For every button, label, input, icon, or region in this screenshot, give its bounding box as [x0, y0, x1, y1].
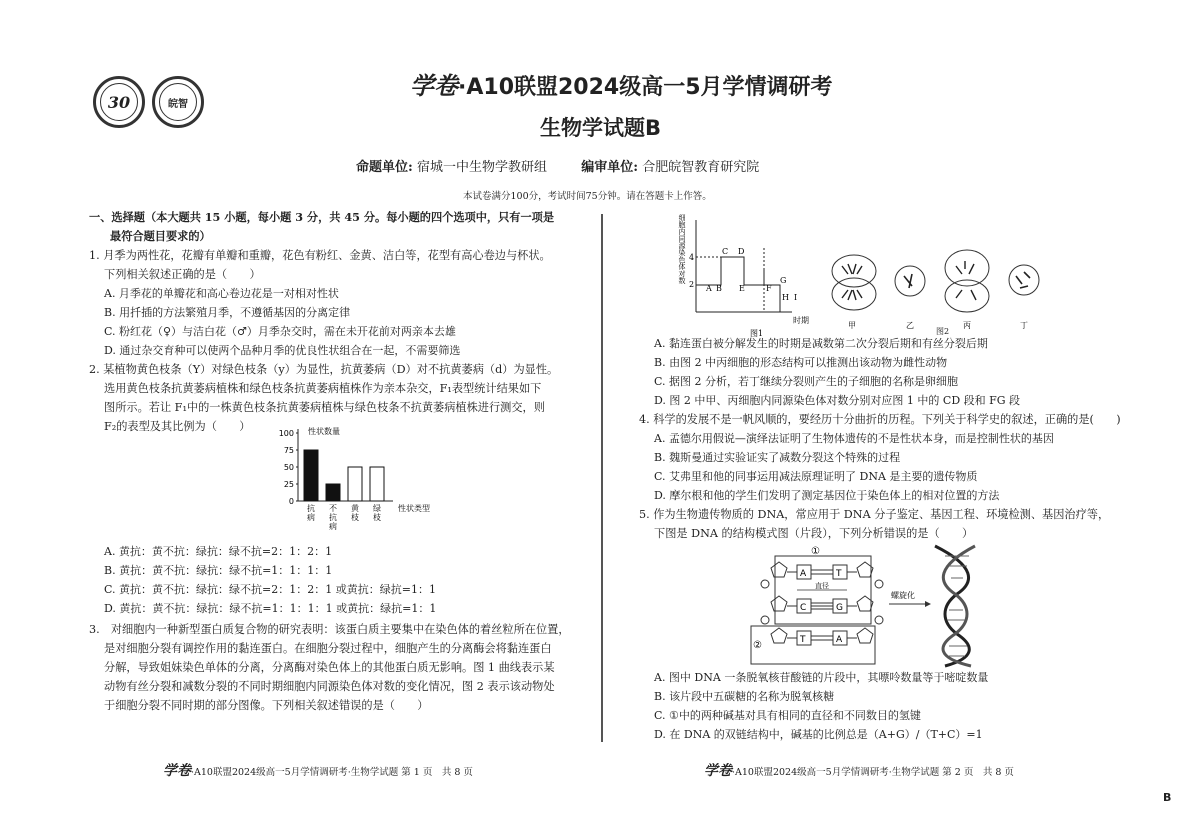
question-4	[639, 410, 1121, 505]
question-2-line: F₂的表型及其比例为（ ）	[104, 420, 251, 433]
fig1-ytick-4: 4	[689, 253, 695, 262]
fig1-ylabel: 细胞内同源染色体对数	[678, 214, 686, 284]
fig1-letter-h: H	[782, 293, 789, 302]
figure-1-line-chart	[676, 210, 816, 338]
q2-option-a[interactable]: A. 黄抗：黄不抗：绿抗：绿不抗=2：1：2：1	[104, 545, 333, 558]
bar-chart-ytick: 50	[283, 463, 294, 472]
cell-bing-bottom	[945, 280, 989, 312]
fig1-ytick-2: 2	[689, 280, 695, 289]
bar-绿枝	[370, 467, 384, 501]
fig1-letter-f: F	[766, 284, 772, 293]
unit-value-1: 宿城一中生物学教研组	[416, 160, 547, 175]
seal-right-text: 皖智	[168, 98, 188, 110]
question-3-options	[639, 334, 1020, 410]
q1-option-d[interactable]: D. 通过杂交育种可以使两个品种月季的优良性状组合在一起，不需要筛选	[104, 344, 461, 357]
page-marker: B	[1163, 791, 1172, 804]
q5-option-c[interactable]: C. ①中的两种碱基对具有相同的直径和不同数目的氢键	[654, 709, 921, 722]
fig2-caption: 图2	[936, 327, 950, 336]
fig1-letter-a: A	[706, 284, 712, 293]
q2-option-b[interactable]: B. 黄抗：黄不抗：绿抗：绿不抗=1：1：1：1	[104, 564, 333, 577]
bar-chart-xtick-label: 抗	[307, 504, 315, 513]
question-5	[639, 505, 1109, 543]
question-3-line: 分解，导致姐妹染色单体的分离，分离酶对染色体上的其他蛋白质无影响。图 1 曲线表示某	[104, 661, 555, 674]
fig1-letter-g: G	[780, 276, 787, 285]
bar-chart-xtick-label: 黄	[351, 504, 359, 513]
bar-chart-ytick: 0	[288, 497, 294, 506]
bar-chart-ytick: 100	[278, 429, 294, 438]
page-title	[410, 66, 833, 101]
dna-label-2: ②	[753, 640, 762, 651]
q4-option-c[interactable]: C. 艾弗里和他的同事运用减法原理证明了 DNA 是主要的遗传物质	[654, 470, 978, 483]
figure-2-cell-images	[828, 236, 1048, 336]
q1-option-c[interactable]: C. 粉红花（♀）与洁白花（♂）月季杂交时，需在未开花前对两亲本去雄	[104, 325, 456, 338]
q3-option-d[interactable]: D. 图 2 中甲、丙细胞内同源染色体对数分别对应图 1 中的 CD 段和 FG 段	[654, 394, 1021, 407]
base-c-2: C	[800, 603, 807, 613]
q1-option-b[interactable]: B. 用扦插的方法繁殖月季，不遵循基因的分离定律	[104, 306, 351, 319]
fig1-letter-c: C	[722, 247, 729, 256]
question-2-line: 图所示。若让 F₁中的一株黄色枝条抗黄萎病植株与绿色枝条不抗黄萎病植株进行测交，则	[104, 401, 545, 414]
unit-line	[356, 156, 759, 175]
base-g-2: G	[836, 603, 843, 613]
question-3	[89, 620, 570, 715]
section-title-line2: 最符合题目要求的）	[110, 229, 211, 243]
dna-box-2	[751, 626, 875, 664]
q5-option-a[interactable]: A. 图中 DNA 一条脱氧核苷酸链的片段中，其嘌呤数量等于嘧啶数量	[654, 671, 989, 684]
fig1-letter-e: E	[739, 284, 745, 293]
left-footer-text: ·A10联盟2024级高一5月学情调研考·生物学试题 第 1 页 共 8 页	[191, 767, 473, 778]
question-3-line: 3. 对细胞内一种新型蛋白质复合物的研究表明：该蛋白质主要集中在染色体的着丝粒所在位置，	[89, 623, 570, 636]
bar-抗病	[304, 450, 318, 501]
education-seal-logo	[152, 76, 204, 128]
base-a-1: A	[800, 569, 807, 579]
dna-structure-diagram	[745, 542, 985, 668]
section-title-line1: 一、选择题（本大题共 15 小题，每小题 3 分，共 45 分。每小题的四个选项中，只有一项是	[89, 210, 555, 224]
base-t-3: T	[800, 635, 806, 645]
base-a-3: A	[836, 635, 843, 645]
bar-不抗病	[326, 484, 340, 501]
dna-label-1: ①	[811, 546, 820, 557]
question-5-line: 下图是 DNA 的结构模式图（片段），下列分析错误的是（ ）	[654, 527, 974, 540]
footer-brand-logo: 学卷	[163, 763, 191, 779]
bar-chart-title: 性状数量	[308, 427, 340, 436]
q3-option-a[interactable]: A. 黏连蛋白被分解发生的时期是减数第二次分裂后期和有丝分裂后期	[654, 337, 988, 350]
question-2-options	[104, 542, 436, 618]
question-1	[89, 246, 551, 360]
footer-brand-logo: 学卷	[704, 763, 732, 779]
cell-label-jia: 甲	[848, 321, 856, 330]
bar-chart-xtick-label: 枝	[351, 513, 359, 522]
q5-option-b[interactable]: B. 该片段中五碳糖的名称为脱氧核糖	[654, 690, 835, 703]
section-title	[89, 208, 554, 246]
spiral-label: 螺旋化	[891, 591, 915, 600]
left-footer	[163, 760, 473, 780]
q4-option-b[interactable]: B. 魏斯曼通过实验证实了减数分裂这个特殊的过程	[654, 451, 901, 464]
cell-bing-top	[945, 250, 989, 286]
diameter-label: 直径	[815, 582, 829, 590]
bar-chart-ytick: 75	[283, 446, 294, 455]
question-3-line: 于细胞分裂不同时期的部分图像。下列相关叙述错误的是（ ）	[104, 699, 429, 712]
q2-option-c[interactable]: C. 黄抗：黄不抗：绿抗：绿不抗=2：1：2：1 或黄抗：绿抗=1：1	[104, 583, 436, 596]
bar-chart-xtick-label: 枝	[373, 513, 381, 522]
unit-label-1: 命题单位:	[356, 160, 413, 175]
bar-chart-xtick-label: 病	[329, 522, 337, 531]
exam-title: ·A10联盟2024级高一5月学情调研考	[458, 75, 833, 100]
column-divider	[601, 214, 603, 742]
base-t-1: T	[836, 569, 842, 579]
seal-left-text: 30	[107, 92, 131, 112]
fig1-xlabel: 时期	[793, 316, 809, 325]
bar-chart-xtick-label: 抗	[329, 513, 337, 522]
bar-chart-xtick-label: 绿	[373, 504, 381, 513]
q5-option-d[interactable]: D. 在 DNA 的双链结构中，碱基的比例总是（A+G）/（T+C）=1	[654, 728, 983, 741]
q1-option-a[interactable]: A. 月季花的单瓣花和高心卷边花是一对相对性状	[104, 287, 339, 300]
cell-label-bing: 丙	[963, 321, 971, 330]
exam-note: 本试卷满分100分，考试时间75分钟。请在答题卡上作答。	[463, 191, 712, 202]
bar-chart-xtick-label: 病	[307, 513, 315, 522]
fig1-letter-i: I	[794, 293, 798, 302]
right-footer	[704, 760, 1014, 780]
bar-chart-xlabel: 性状类型	[398, 504, 430, 513]
q3-option-b[interactable]: B. 由图 2 中丙细胞的形态结构可以推测出该动物为雌性动物	[654, 356, 948, 369]
double-helix-icon	[935, 546, 975, 666]
question-4-line: 4. 科学的发展不是一帆风顺的，要经历十分曲折的历程。下列关于科学史的叙述，正确的是( )	[639, 413, 1121, 426]
fig1-letter-d: D	[738, 247, 745, 256]
q2-option-d[interactable]: D. 黄抗：黄不抗：绿抗：绿不抗=1：1：1：1 或黄抗：绿抗=1：1	[104, 602, 437, 615]
bar-黄枝	[348, 467, 362, 501]
fig1-caption: 图1	[750, 329, 764, 338]
brand-logo-text: 学卷	[410, 71, 458, 100]
question-2-line: 2. 某植物黄色枝条（Y）对绿色枝条（y）为显性，抗黄萎病（D）对不抗黄萎病（d）为显性。	[89, 363, 559, 376]
question-1-line: 1. 月季为两性花，花瓣有单瓣和重瓣，花色有粉红、金黄、洁白等，花型有高心卷边与杯状。	[89, 249, 551, 262]
q3-option-c[interactable]: C. 据图 2 分析，若丁继续分裂则产生的子细胞的名称是卵细胞	[654, 375, 959, 388]
question-2-line: 选用黄色枝条抗黄萎病植株和绿色枝条抗黄萎病植株作为亲本杂交，F₁表型统计结果如下	[104, 382, 542, 395]
unit-label-2: 编审单位:	[581, 160, 639, 175]
cell-label-ding: 丁	[1020, 321, 1028, 330]
fig1-letter-b: B	[716, 284, 722, 293]
question-1-line: 下列相关叙述正确的是（ ）	[104, 268, 261, 281]
q4-option-a[interactable]: A. 孟德尔用假说—演绎法证明了生物体遗传的不是性状本身，而是控制性状的基因	[654, 432, 1054, 445]
school-seal-logo	[93, 76, 145, 128]
cell-ding	[1009, 265, 1039, 295]
cell-label-yi: 乙	[906, 321, 914, 330]
unit-value-2: 合肥皖智教育研究院	[642, 160, 760, 175]
question-5-line: 5. 作为生物遗传物质的 DNA，常应用于 DNA 分子鉴定、基因工程、环境检测、基因治疗等，	[639, 508, 1110, 521]
question-3-line: 动物有丝分裂和减数分裂的不同时期细胞内同源染色体对数的变化情况，图 2 表示该动物处	[104, 680, 555, 693]
subject-title: 生物学试题B	[540, 116, 662, 140]
bar-chart-xtick-label: 不	[329, 504, 337, 513]
q4-option-d[interactable]: D. 摩尔根和他的学生们发明了测定基因位于染色体上的相对位置的方法	[654, 489, 1000, 502]
question-5-options	[639, 668, 988, 744]
trait-bar-chart	[268, 424, 438, 536]
bar-chart-ytick: 25	[283, 480, 294, 489]
right-footer-text: ·A10联盟2024级高一5月学情调研考·生物学试题 第 2 页 共 8 页	[732, 767, 1014, 778]
question-3-line: 是对细胞分裂有调控作用的黏连蛋白。在细胞分裂过程中，细胞产生的分离酶会将黏连蛋白	[104, 642, 552, 655]
